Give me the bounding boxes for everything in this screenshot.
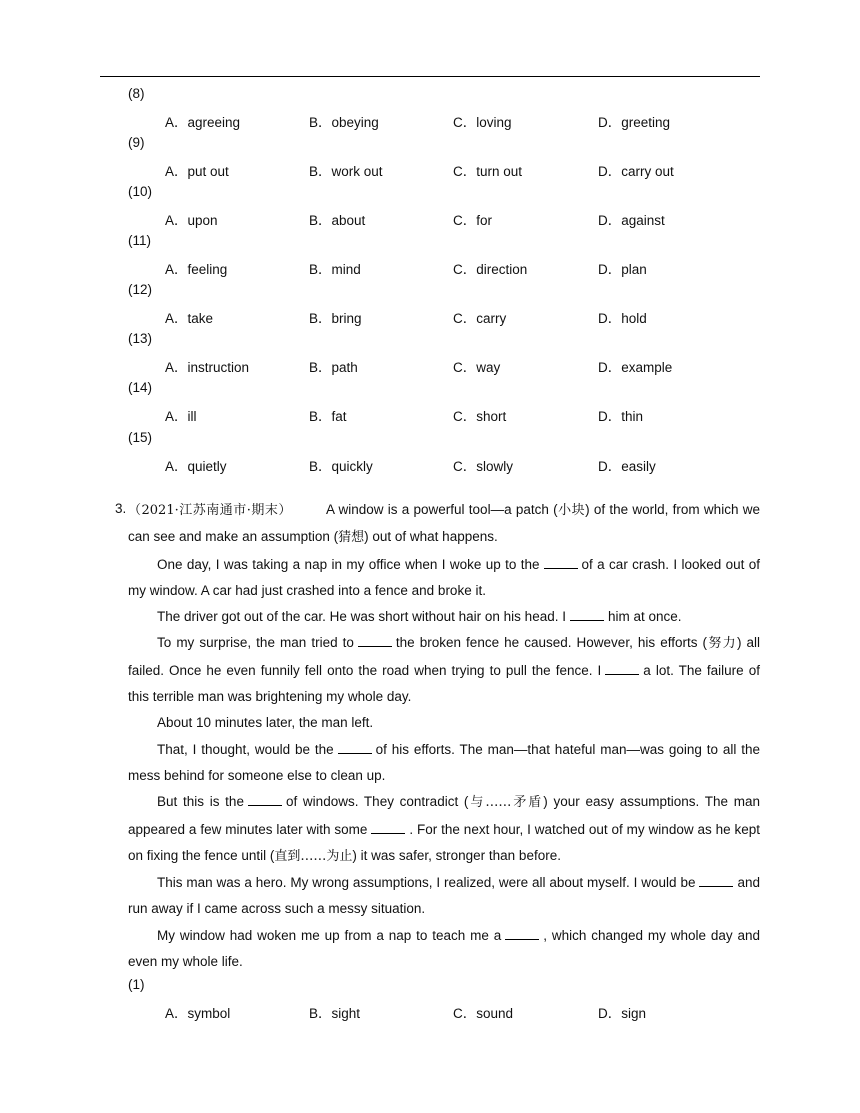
option-c: C．direction [453,262,528,277]
option-d: D．plan [598,262,647,277]
option-c: C．sound [453,1006,514,1021]
option-a: A．instruction [165,360,250,375]
blank-5 [338,741,372,754]
blank-7 [371,821,405,834]
option-a: A．upon [165,213,218,228]
option-c: C．loving [453,115,512,130]
paragraph: That, I thought, would be the of his efforts. The man—that hateful man—was going to all the mess behind for someone else to clean up. [128,741,760,783]
option-b: B．path [309,360,358,375]
question-number: (15) [128,430,153,445]
passage-number: 3. [115,501,127,516]
question-number: (11) [128,233,152,248]
option-b: B．about [309,213,366,228]
paragraph: （2021·江苏南通市·期末） A window is a powerful tool—a patch (小块) of the world, from which we can see and make an assumption (猜想) out of what happens. [128,502,760,546]
option-b: B．sight [309,1006,361,1021]
question-number: (10) [128,184,153,199]
option-c: C．short [453,409,507,424]
option-c: C．carry [453,311,507,326]
question-number: (14) [128,380,153,395]
blank-2 [570,608,604,621]
paragraph: The driver got out of the car. He was short without hair on his head. I him at once. [157,609,682,625]
option-a: A．take [165,311,214,326]
option-b: B．quickly [309,459,373,474]
option-d: D．against [598,213,665,228]
option-c: C．way [453,360,501,375]
paragraph: One day, I was taking a nap in my office when I woke up to the of a car crash. I looked out of my window. A car had just crashed into a fence and broke it. [128,556,760,598]
question-number: (12) [128,282,153,297]
option-d: D．carry out [598,164,674,179]
option-a: A．quietly [165,459,227,474]
option-a: A．put out [165,164,229,179]
option-d: D．easily [598,459,656,474]
paragraph: My window had woken me up from a nap to teach me a , which changed my whole day and even my whole life. [128,927,760,970]
blank-9 [505,927,539,940]
passage-body [128,497,760,975]
header-rule [100,76,760,77]
question-number: (8) [128,86,145,101]
option-a: A．agreeing [165,115,241,130]
paragraph: About 10 minutes later, the man left. [157,715,374,731]
option-b: B．mind [309,262,361,277]
paragraph: But this is the of windows. They contradict (与……矛盾) your easy assumptions. The man appeared a few minutes later with some . For the next hour, I watched out of my window as he kept on fixing the fence until (直到……为止) it was safer, stronger than before. [128,794,761,864]
source-label: （2021·江苏南通市·期末） [128,503,292,518]
blank-6 [248,793,282,806]
blank-1 [544,556,578,569]
question-number: (9) [128,135,145,150]
option-a: A．symbol [165,1006,231,1021]
option-c: C．slowly [453,459,514,474]
blank-4 [605,662,639,675]
option-c: C．turn out [453,164,523,179]
option-b: B．obeying [309,115,379,130]
option-c: C．for [453,213,493,228]
question-number: (1) [128,977,145,992]
option-d: D．example [598,360,673,375]
option-a: A．feeling [165,262,228,277]
option-d: D．thin [598,409,644,424]
option-d: D．sign [598,1006,647,1021]
blank-8 [699,874,733,887]
option-b: B．work out [309,164,383,179]
blank-3 [358,634,392,647]
option-d: D．greeting [598,115,671,130]
question-number: (13) [128,331,153,346]
option-b: B．bring [309,311,362,326]
option-b: B．fat [309,409,347,424]
paragraph: To my surprise, the man tried to the broken fence he caused. However, his efforts (努力) all failed. Once he even funnily fell onto the road when trying to pull the fence. I a lot. The failure of this terrible man was brightening my whole day. [128,635,760,705]
option-a: A．ill [165,409,197,424]
option-d: D．hold [598,311,647,326]
paragraph: This man was a hero. My wrong assumptions, I realized, were all about myself. I would be and run away if I came across such a messy situation. [128,875,760,917]
